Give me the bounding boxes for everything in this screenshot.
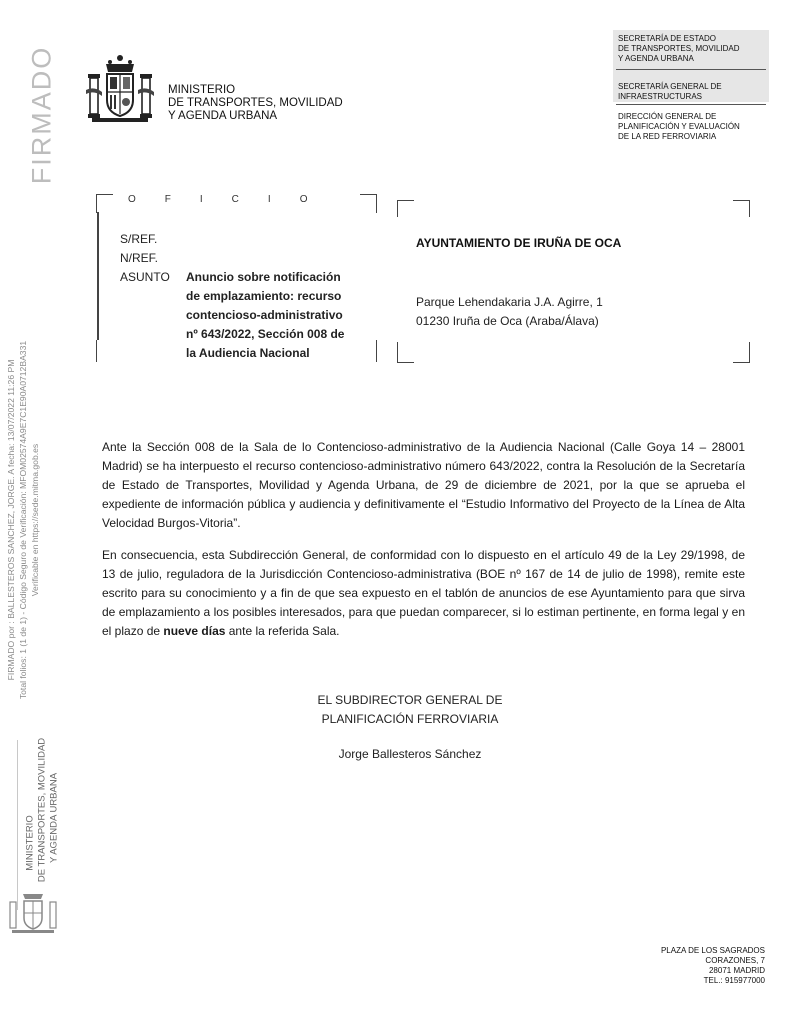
secretaria-general: [618, 82, 722, 102]
header-line: SECRETARÍA GENERAL DE: [618, 82, 722, 91]
oficio-letter: O: [128, 194, 136, 205]
header-line: SECRETARÍA DE ESTADO: [618, 34, 716, 43]
footer-line: PLAZA DE LOS SAGRADOS: [660, 946, 765, 955]
header-line: DIRECCIÓN GENERAL DE: [618, 112, 717, 121]
footer-line: 28071 MADRID: [708, 966, 765, 975]
bracket-corner: [397, 200, 414, 217]
body-paragraph: [102, 546, 745, 641]
coat-of-arms-icon: [80, 50, 160, 128]
ministry-name: [168, 84, 343, 123]
signer-title-line: EL SUBDIRECTOR GENERAL DE: [317, 693, 503, 707]
oficio-letter: O: [299, 194, 308, 205]
bracket-corner: [376, 340, 378, 362]
footer-line: TEL.: 915977000: [703, 976, 765, 985]
bracket-corner: [733, 342, 750, 363]
divider: [616, 69, 766, 70]
asunto-line: la Audiencia Nacional: [186, 346, 310, 360]
footer-address: [661, 946, 765, 986]
asunto-line: nº 643/2022, Sección 008 de: [186, 327, 345, 341]
firmado-stamp: FIRMADO: [26, 45, 57, 185]
header-line: INFRAESTRUCTURAS: [618, 92, 703, 101]
margin-ministry-line: Y AGENDA URBANA: [48, 772, 60, 864]
n-ref-label: N/REF.: [120, 251, 159, 265]
direccion-general: [618, 112, 740, 142]
oficio-label: [128, 194, 307, 205]
recipient-address-line: Parque Lehendakaria J.A. Agirre, 1: [416, 295, 603, 309]
deadline-emphasis: nueve días: [163, 624, 226, 638]
bracket-corner: [733, 200, 750, 217]
margin-divider: [17, 740, 18, 910]
footer-line: CORAZONES, 7: [705, 956, 765, 965]
signature-line: FIRMADO por : BALLESTEROS SANCHEZ, JORGE. A fecha: 13/07/2022 11:26 PM: [6, 359, 16, 681]
bracket-line: [97, 212, 99, 340]
secretaria-estado: [618, 34, 740, 64]
asunto-text: [186, 268, 366, 363]
ministry-line: DE TRANSPORTES, MOVILIDAD: [168, 97, 343, 109]
signature-line: Total folios: 1 (1 de 1) - Código Seguro de Verificación: MFOM02574A9E7C1E90A0712BA331: [18, 340, 28, 700]
signer-title-line: PLANIFICACIÓN FERROVIARIA: [321, 712, 499, 726]
asunto-line: Anuncio sobre notificación: [186, 270, 341, 284]
recipient-name: AYUNTAMIENTO DE IRUÑA DE OCA: [416, 236, 622, 250]
bracket-corner: [397, 342, 414, 363]
verification-url: Verificable en https://sede.mitma.gob.es: [30, 443, 40, 597]
asunto-line: contencioso-administrativo: [186, 308, 343, 322]
s-ref-label: S/REF.: [120, 232, 158, 246]
signer-name: Jorge Ballesteros Sánchez: [338, 747, 482, 761]
paragraph-text: En consecuencia, esta Subdirección General, de conformidad con lo dispuesto en el artículo 49 de la Ley 29/1998, de 13 de julio, reguladora de la Jurisdicción Contencioso-administrativa (BOE nº 167 de 14 de julio de 1998), remite este escrito para su conocimiento y a fin de que sea expuesto en el tablón de anuncios de ese Ayuntamiento para que sirva de emplazamiento a los posibles interesados, para que puedan comparecer, si lo estiman pertinente, en forma legal y en el plazo de: [102, 548, 745, 638]
bracket-corner: [96, 194, 113, 213]
oficio-letter: I: [199, 194, 203, 205]
header-line: Y AGENDA URBANA: [618, 54, 694, 63]
header-line: PLANIFICACIÓN Y EVALUACIÓN: [618, 122, 740, 131]
asunto-label: ASUNTO: [120, 270, 170, 284]
coat-of-arms-icon: [4, 888, 62, 936]
oficio-letter: C: [231, 194, 239, 205]
margin-ministry-line: MINISTERIO: [24, 815, 36, 871]
paragraph-text: ante la referida Sala.: [225, 624, 340, 638]
header-line: DE LA RED FERROVIARIA: [618, 132, 717, 141]
divider: [616, 104, 766, 105]
ministry-line: Y AGENDA URBANA: [168, 110, 278, 122]
ministry-line: MINISTERIO: [168, 84, 236, 96]
oficio-letter: I: [267, 194, 271, 205]
recipient-address-line: 01230 Iruña de Oca (Araba/Álava): [416, 314, 599, 328]
body-paragraph: Ante la Sección 008 de la Sala de lo Contencioso-administrativo de la Audiencia Nacional (Calle Goya 14 – 28001 Madrid) se ha interpuesto el recurso contencioso-administrativo número 643/2022, contra la Resolución de la Secretaría de Estado de Transportes, Movilidad y Agenda Urbana, de 29 de diciembre de 2021, por la que se aprueba el expediente de información pública y audiencia y definitivamente el “Estudio Informativo del Proyecto de la Línea de Alta Velocidad Burgos-Vitoria”.: [102, 440, 745, 530]
oficio-letter: F: [164, 194, 171, 205]
header-line: DE TRANSPORTES, MOVILIDAD: [618, 44, 740, 53]
asunto-line: de emplazamiento: recurso: [186, 289, 342, 303]
bracket-corner: [360, 194, 377, 213]
bracket-corner: [96, 340, 98, 362]
margin-ministry-line: DE TRANSPORTES, MOVILIDAD: [36, 737, 48, 883]
